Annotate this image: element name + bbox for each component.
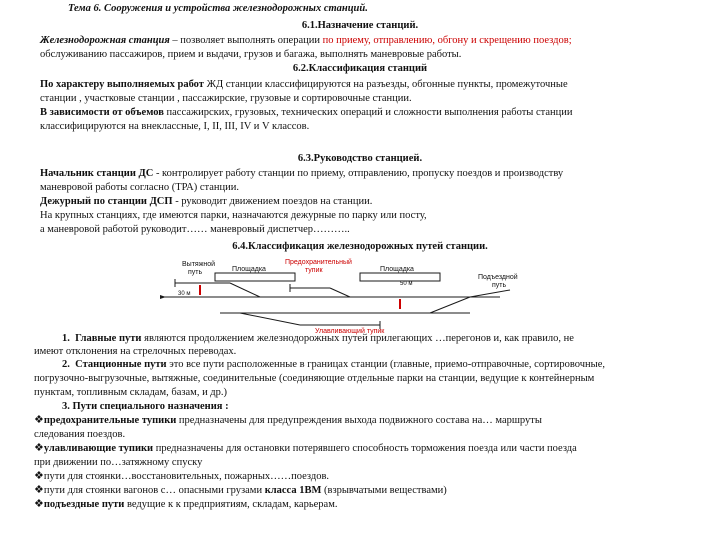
s62-text-3: пассажирских, грузовых, технических операций и сложности выполнения работы станции bbox=[163, 107, 573, 118]
bullet-icon: ❖ bbox=[34, 414, 44, 426]
p1-num: 1. bbox=[62, 333, 70, 344]
bullet-1-line-2: следования поездов. bbox=[34, 429, 126, 440]
label-30m: 30 м bbox=[178, 291, 191, 297]
b1-text: предназначены для предупреждения выхода подвижного состава на… маршруты bbox=[176, 415, 542, 426]
bullet-icon: ❖ bbox=[34, 470, 44, 482]
s63-line-5: а маневровой работой руководит…… маневровый диспетчер……….. bbox=[40, 224, 350, 235]
p2-num: 2. bbox=[62, 359, 70, 370]
s63-line-4: На крупных станциях, где имеются парки, назначаются дежурные по парку или посту, bbox=[40, 210, 427, 221]
p2-line-3: пунктам, топливным складам, базам, и др.) bbox=[34, 387, 228, 398]
label-put-2: путь bbox=[492, 282, 507, 289]
s62-bold-3: В зависимости от объемов bbox=[40, 107, 164, 118]
label-ploshchadka: Площадка bbox=[232, 266, 266, 273]
p1-line-2: имеют отклонения на стрелочных переводах. bbox=[34, 346, 237, 357]
b4-text-c: (взрывчатыми веществами) bbox=[321, 485, 447, 496]
b4-text-a: пути для стоянки вагонов с… опасными грузами bbox=[43, 485, 265, 496]
label-vytyazhnoy: Вытяжной bbox=[182, 261, 216, 268]
b3-text: пути для стоянки…восстановительных, пожарных……поездов. bbox=[43, 471, 330, 482]
bullet-2 bbox=[34, 442, 577, 455]
label-tupik: тупик bbox=[305, 267, 323, 274]
b4-bold: класса 1ВМ bbox=[264, 485, 322, 496]
section-6-4-title: 6.4.Классификация железнодорожных путей станции. bbox=[232, 241, 488, 252]
platform-right bbox=[360, 273, 440, 281]
catch-siding bbox=[240, 313, 300, 325]
s63-bold-3: Дежурный по станции ДСП bbox=[40, 196, 173, 207]
bullet-1 bbox=[34, 414, 542, 427]
b1-bold: предохранительные тупики bbox=[43, 415, 177, 426]
s63-text-3: - руководит движением поездов на станции. bbox=[172, 196, 373, 207]
p1-bold: Главные пути bbox=[75, 333, 142, 344]
access-track bbox=[470, 290, 510, 297]
s61-text: – позволяет выполнять операции bbox=[169, 35, 323, 46]
s61-line-1 bbox=[40, 34, 572, 47]
s63-line-3 bbox=[40, 195, 372, 208]
topic-title: Тема 6. Сооружения и устройства железнодорожных станций. bbox=[68, 3, 368, 14]
s63-bold-1: Начальник станции ДС bbox=[40, 168, 154, 179]
s62-line-3 bbox=[40, 106, 573, 119]
label-50m: 50 м bbox=[400, 281, 413, 287]
s62-line-2: станции , участковые станции , пассажирские, грузовые и сортировочные станции. bbox=[40, 93, 412, 104]
p2-bold: Станционные пути bbox=[75, 359, 167, 370]
p2-line-2: погрузочно-выгрузочные, вытяжные, соединительные (соединяющие отдельные парки на станции, ведущие к контейнерным bbox=[34, 373, 595, 384]
station-track-diagram bbox=[0, 255, 720, 335]
b5-bold: подъездные пути bbox=[43, 499, 125, 510]
bullet-4 bbox=[34, 484, 447, 497]
bullet-icon: ❖ bbox=[34, 442, 44, 454]
s63-text-1: - контролирует работу станции по приему, отправлению, пропуску поездов и производству bbox=[153, 168, 564, 179]
p1-line-1 bbox=[62, 332, 574, 345]
p1-text: являются продолжением железнодорожных путей прилегающих …перегонов и, как правило, не bbox=[141, 333, 574, 344]
s62-line-4: классифицируются на внеклассные, I, II, III, IV и V классов. bbox=[40, 121, 310, 132]
term-railway-station: Железнодорожная станция bbox=[40, 35, 170, 46]
platform-left bbox=[215, 273, 295, 281]
p2-text: это все пути расположенные в границах станции (главные, приемо-отправочные, сортировочные, bbox=[166, 359, 605, 370]
p3-heading: 3. Пути специального назначения : bbox=[62, 401, 229, 412]
bullet-icon: ❖ bbox=[34, 498, 44, 510]
bullet-5 bbox=[34, 498, 337, 511]
bullet-2-line-2: при движении по…затяжному спуску bbox=[34, 457, 203, 468]
section-6-3-title: 6.3.Руководство станцией. bbox=[297, 153, 423, 164]
s62-bold-1: По характеру выполняемых работ bbox=[40, 79, 204, 90]
s62-text-1: ЖД станции классифицируются на разъезды, обгонные пункты, промежуточные bbox=[203, 79, 568, 90]
s63-line-2: маневровой работы согласно (ТРА) станции. bbox=[40, 182, 239, 193]
b2-text: предназначены для остановки потерявшего способность торможения поезда или части поезда bbox=[153, 443, 577, 454]
p2-line-1 bbox=[62, 358, 605, 371]
s63-line-1 bbox=[40, 167, 563, 180]
b5-text: ведущие к к предприятиям, складам, карьерам. bbox=[124, 499, 338, 510]
bullet-3 bbox=[34, 470, 329, 483]
label-ulavlivayushchiy: Улавливающий тупик bbox=[315, 328, 385, 335]
label-ploshchadka-2: Площадка bbox=[380, 266, 414, 273]
arrow-left bbox=[160, 295, 166, 299]
bullet-icon: ❖ bbox=[34, 484, 44, 496]
label-put-1: путь bbox=[188, 269, 203, 276]
s61-red-text: по приему, отправлению, обгону и скрещению поездов; bbox=[322, 35, 572, 46]
label-podezdnoy: Подъездной bbox=[478, 274, 518, 281]
section-6-1-title: 6.1.Назначение станций. bbox=[301, 20, 419, 31]
label-predohr: Предохранительный bbox=[285, 259, 352, 266]
section-6-2-title: 6.2.Классификация станций bbox=[292, 63, 428, 74]
s62-line-1 bbox=[40, 78, 568, 91]
s61-line-2: обслуживанию пассажиров, прием и выдачи, грузов и багажа, выполнять маневровые работы. bbox=[40, 49, 462, 60]
b2-bold: улавливающие тупики bbox=[43, 443, 154, 454]
